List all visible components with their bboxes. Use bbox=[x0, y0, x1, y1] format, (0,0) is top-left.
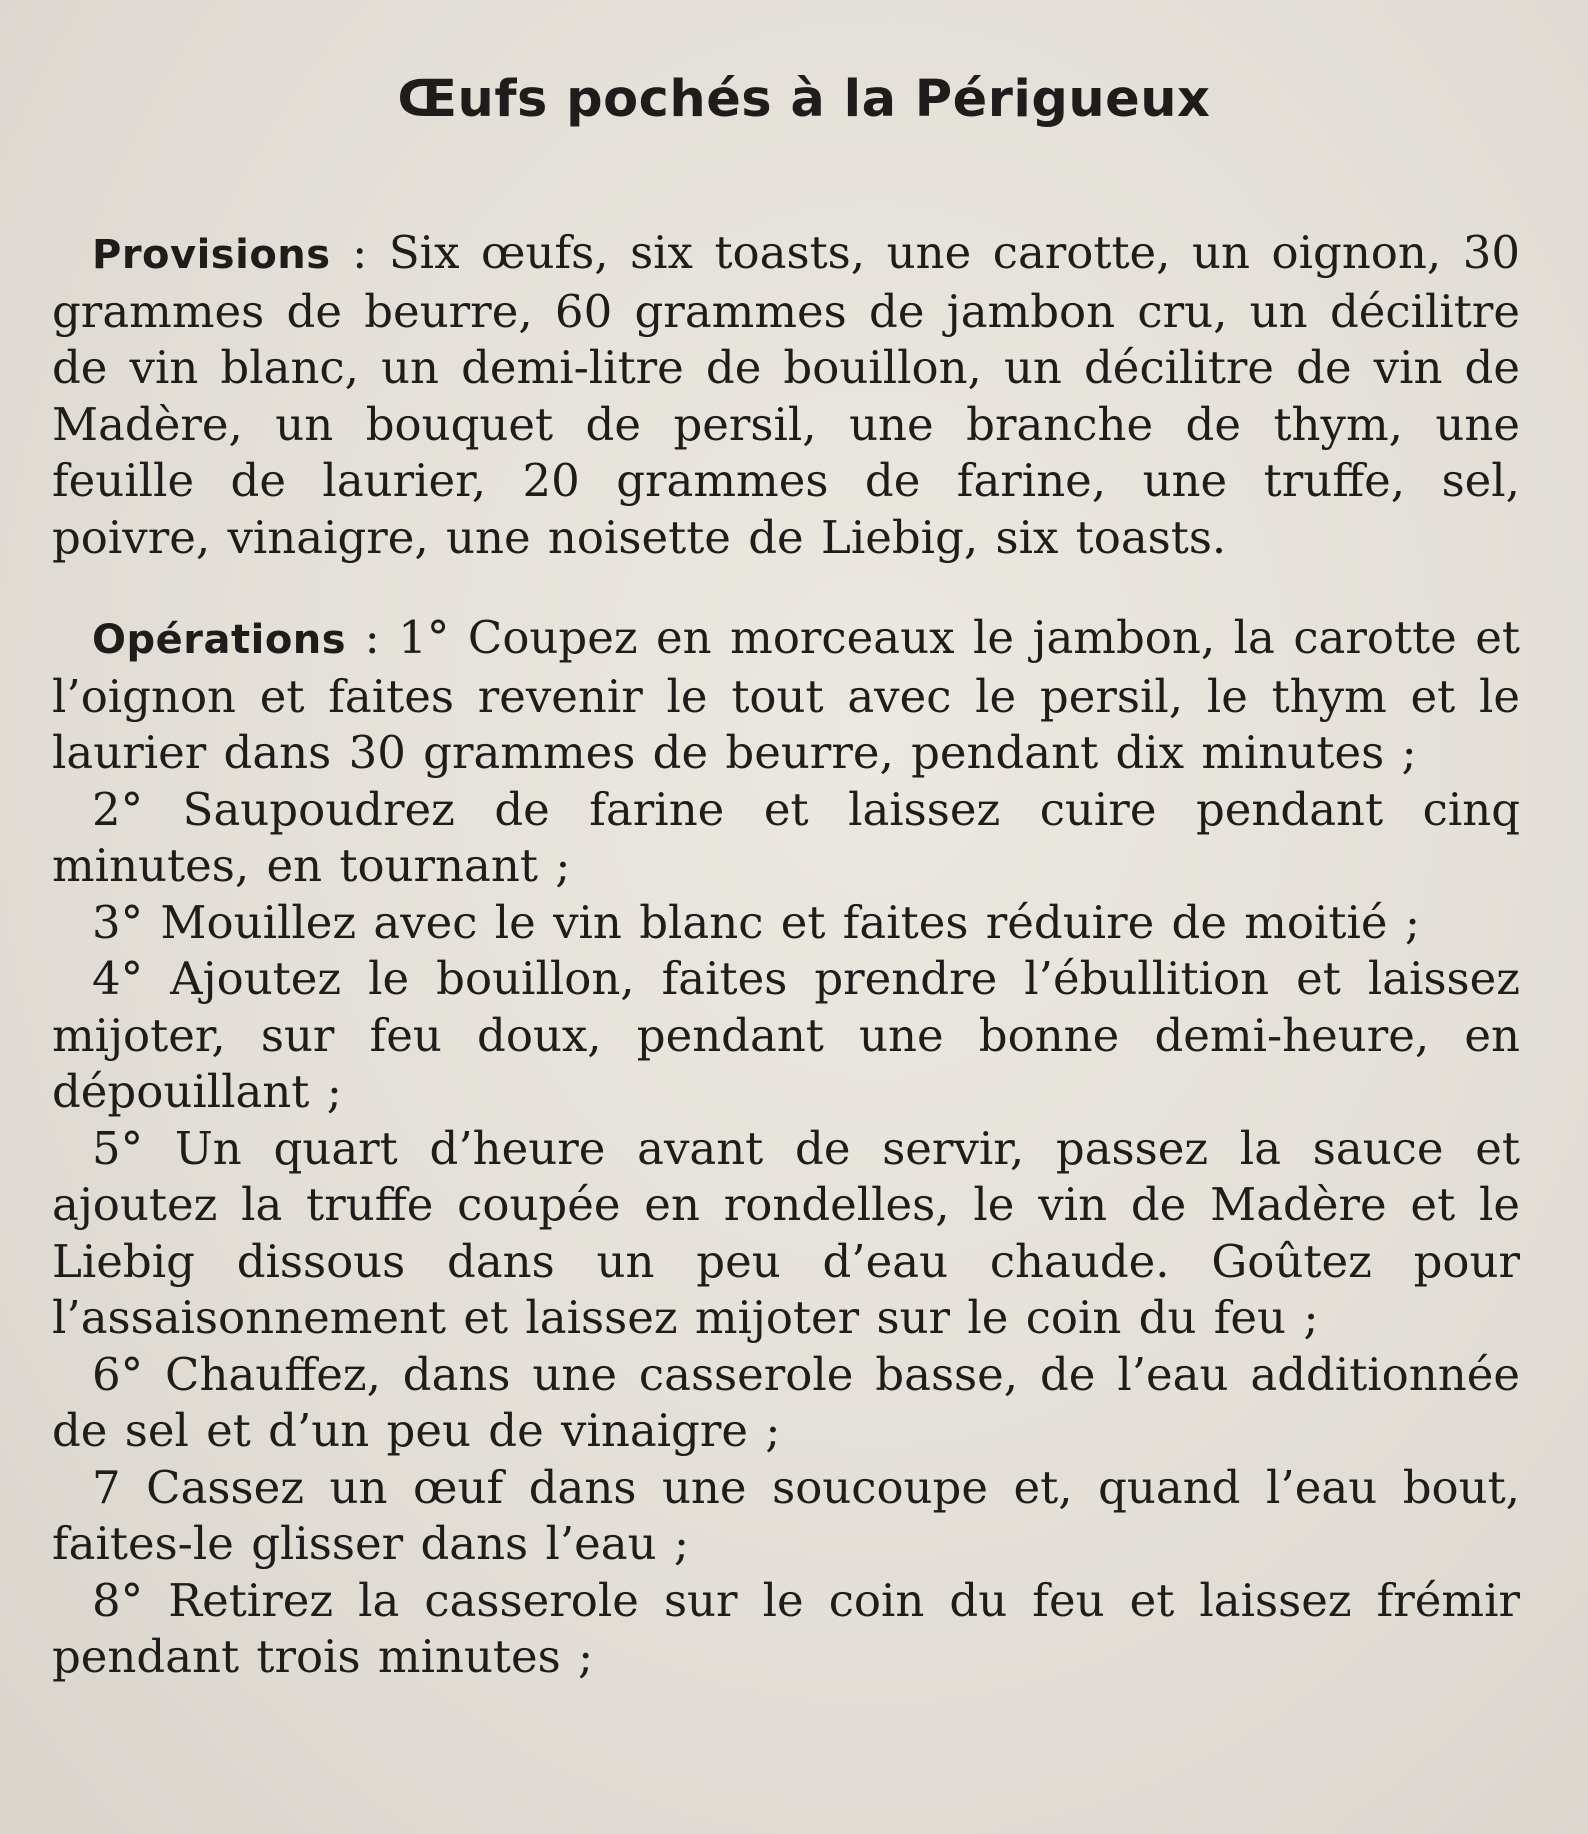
operations-step-5: 5° Un quart d’heure avant de servir, passez la sauce et ajoutez la truffe coupée en rondelles, le vin de Madère et le Liebig dissous dans un peu d’eau chaude. Goûtez pour l’assaisonnement et laissez mijoter sur le coin du feu ; bbox=[52, 1121, 1520, 1344]
provisions-label: Provisions bbox=[92, 232, 331, 278]
operations-step-1 bbox=[52, 610, 1520, 782]
operations-step-6: 6° Chauffez, dans une casserole basse, de l’eau additionnée de sel et d’un peu de vinaigre ; bbox=[52, 1347, 1520, 1457]
operations-step-7: 7 Cassez un œuf dans une soucoupe et, quand l’eau bout, faites-le glisser dans l’eau ; bbox=[52, 1460, 1520, 1570]
provisions-text: : Six œufs, six toasts, une carotte, un oignon, 30 grammes de beurre, 60 grammes de jambon cru, un décilitre de vin blanc, un demi-litre de bouillon, un décilitre de vin de Madère, un bouquet de persil, une branche de thym, une feuille de laurier, 20 grammes de farine, une truffe, sel, poivre, vinaigre, une noisette de Liebig, six toasts. bbox=[52, 226, 1520, 564]
operations-step-2: 2° Saupoudrez de farine et laissez cuire pendant cinq minutes, en tournant ; bbox=[52, 782, 1520, 892]
step-text: : 1° Coupez en morceaux le jambon, la carotte et l’oignon et faites revenir le tout avec le persil, le thym et le laurier dans 30 grammes de beurre, pendant dix minutes ; bbox=[52, 611, 1520, 779]
operations-step-8: 8° Retirez la casserole sur le coin du feu et laissez frémir pendant trois minutes ; bbox=[52, 1573, 1520, 1683]
operations-label: Opérations bbox=[92, 617, 347, 663]
operations-step-4: 4° Ajoutez le bouillon, faites prendre l’ébullition et laissez mijoter, sur feu doux, pendant une bonne demi-heure, en dépouillant ; bbox=[52, 952, 1520, 1118]
provisions-paragraph bbox=[52, 225, 1520, 566]
recipe-body bbox=[52, 225, 1520, 1686]
operations-step-3: 3° Mouillez avec le vin blanc et faites réduire de moitié ; bbox=[92, 895, 1420, 949]
recipe-title: Œufs pochés à la Périgueux bbox=[397, 70, 1211, 129]
